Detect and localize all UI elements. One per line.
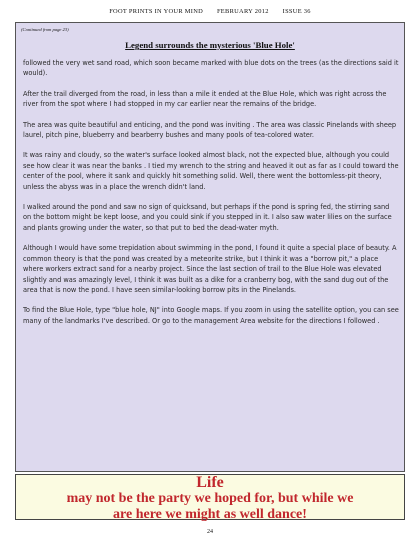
quote-line-3: are here we might as well dance! (113, 507, 307, 522)
paragraph: It was rainy and cloudy, so the water's surface looked almost black, not the expected blue, although you could see how clear it was near the banks . I tied my wrench to the string and heaved it out as far as I could toward the center of the pool, where it sank and quickly hit something solid. Well, there went the bottomless-pit theory, unless the abyss was in a place the wrench didn't land. (23, 151, 399, 191)
paragraph: The area was quite beautiful and enticing, and the pond was inviting . The area was classic Pinelands with sheep laurel, pitch pine, blueberry and bearberry bushes and many pools of tea-colored water. (23, 120, 397, 140)
continued-note: (Continued from page 23) (21, 27, 69, 32)
paragraph: After the trail diverged from the road, in less than a mile it ended at the Blue Hole, which was right across the river from the spot where I had stopped in my car earlier near the remains of the bridge. (23, 89, 387, 109)
article-title: Legend surrounds the mysterious 'Blue Hole' (125, 40, 295, 50)
quote-line-2: may not be the party we hoped for, but while we (66, 491, 354, 506)
page-number: 24 (207, 529, 213, 535)
quote-box (15, 474, 405, 520)
page-header (0, 8, 420, 15)
article-body (23, 58, 399, 336)
paragraph: Although I would have some trepidation about swimming in the pond, I found it quite a special place of beauty. A common theory is that the pond was created by a meteorite strike, but I think it was a "borrow pit," a place where workers extract sand for a nearby project. Since the last section of trail to the Blue Hole was elevated slightly and was amazingly level, I think it was built as a dike for a cranberry bog, with the sand dug out of the area that is now the pond. I have seen similar-looking borrow pits in the Pinelands. (23, 244, 397, 294)
issue-date: FEBRUARY 2012 (216, 8, 269, 15)
publication-name: FOOT PRINTS IN YOUR MIND (109, 8, 204, 15)
quote-line-1: Life (196, 474, 224, 491)
paragraph: followed the very wet sand road, which soon became marked with blue dots on the trees (as the directions said it would). (23, 59, 399, 78)
paragraph: To find the Blue Hole, type "blue hole, NJ" into Google maps. If you zoom in using the satellite option, you can see many of the landmarks I've described. Or go to the management Area website for the directions I followed . (23, 306, 399, 325)
issue-number: ISSUE 36 (282, 8, 311, 15)
article-panel (15, 22, 405, 472)
paragraph: I walked around the pond and saw no sign of quicksand, but perhaps if the pond is spring fed, the stirring sand on the bottom might be kept loose, and you could sink if you stepped in it. I also saw water lilies on the surface and plants growing under the water, so that put to bed the dead-water myth. (23, 203, 392, 232)
